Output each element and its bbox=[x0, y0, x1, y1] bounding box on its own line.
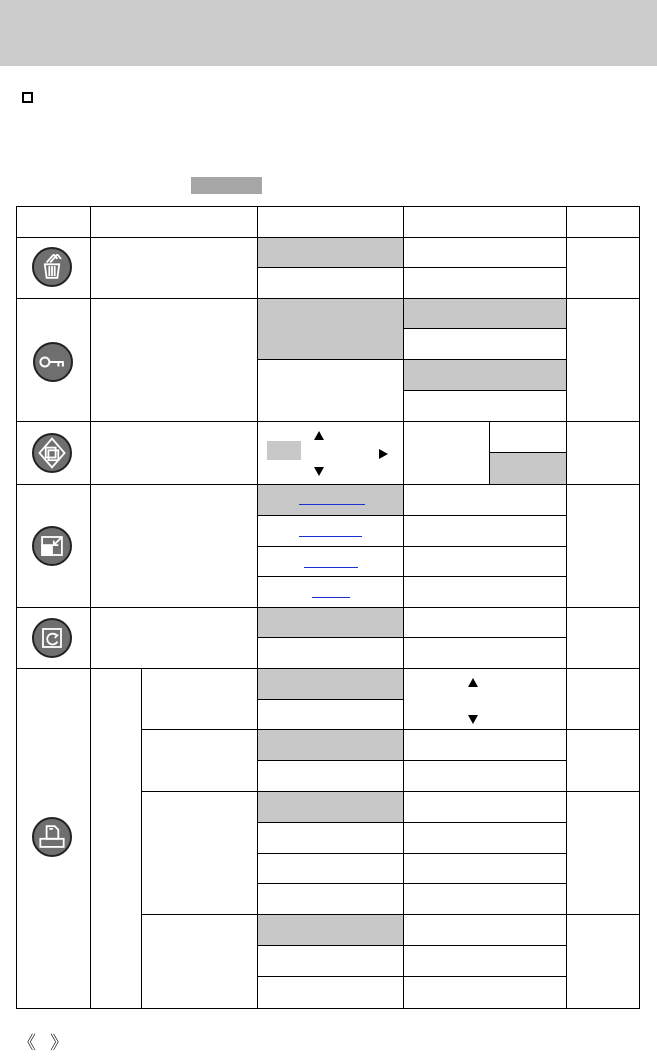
table-header-cell bbox=[566, 206, 640, 238]
page-ref-cell bbox=[566, 729, 640, 792]
icon-cell bbox=[16, 607, 91, 669]
page-header-band bbox=[0, 0, 657, 66]
sub-option-cell-selected[interactable] bbox=[489, 452, 567, 485]
sub-option-cell bbox=[403, 607, 567, 638]
option-cell-selected[interactable] bbox=[257, 607, 404, 638]
icon-cell bbox=[16, 668, 91, 1009]
resize-icon bbox=[32, 526, 72, 566]
sub-option-cell[interactable] bbox=[403, 390, 567, 422]
icon-cell bbox=[16, 298, 91, 422]
table-header-cell bbox=[403, 206, 567, 238]
page-ref-cell bbox=[566, 484, 640, 608]
page-ref-cell bbox=[566, 668, 640, 730]
sub-option-cell bbox=[403, 267, 567, 299]
option-cell-selected[interactable] bbox=[257, 298, 404, 360]
sub-option-cell bbox=[403, 853, 567, 884]
sub-option-cell bbox=[403, 546, 567, 577]
delete-all-icon bbox=[32, 247, 72, 287]
print-dpof-icon bbox=[32, 817, 72, 857]
option-cell-selected[interactable] bbox=[257, 791, 404, 823]
link-underline bbox=[299, 504, 365, 505]
page-ref-cell bbox=[566, 607, 640, 669]
menu-name-cell bbox=[90, 237, 258, 299]
sub-option-cell-selected[interactable] bbox=[403, 359, 567, 391]
navigation-cell[interactable] bbox=[257, 421, 404, 485]
option-cell[interactable] bbox=[257, 515, 404, 547]
sub-option-cell bbox=[403, 791, 567, 823]
sub-option-cell bbox=[403, 976, 567, 1009]
sub-option-cell[interactable] bbox=[489, 421, 567, 453]
menu-name-cell bbox=[90, 421, 258, 485]
icon-cell bbox=[16, 421, 91, 485]
submenu-cell bbox=[141, 729, 258, 792]
option-cell[interactable] bbox=[257, 359, 404, 422]
option-cell-selected[interactable] bbox=[257, 668, 404, 700]
link-underline bbox=[304, 567, 358, 568]
page-ref-cell bbox=[566, 421, 640, 485]
option-cell-selected[interactable] bbox=[257, 914, 404, 946]
sub-option-cell bbox=[403, 883, 567, 915]
sub-option-cell bbox=[403, 945, 567, 977]
protect-key-icon bbox=[33, 342, 73, 382]
sub-option-cell bbox=[403, 822, 567, 854]
sub-option-cell[interactable] bbox=[403, 328, 567, 360]
menu-name-cell bbox=[90, 607, 258, 669]
sub-option-cell bbox=[403, 914, 567, 946]
sub-option-cell bbox=[403, 515, 567, 547]
option-cell-selected[interactable] bbox=[257, 484, 404, 516]
submenu-cell bbox=[141, 914, 258, 1009]
down-arrow-icon bbox=[468, 715, 478, 724]
page-ref-cell bbox=[566, 914, 640, 1009]
submenu-cell bbox=[141, 668, 258, 730]
page-ref-cell bbox=[566, 298, 640, 422]
option-cell[interactable] bbox=[257, 853, 404, 884]
page-ref-cell bbox=[566, 791, 640, 915]
quantity-cell[interactable] bbox=[403, 668, 567, 730]
icon-cell bbox=[16, 237, 91, 299]
option-cell[interactable] bbox=[257, 576, 404, 608]
right-arrow-icon bbox=[379, 449, 388, 459]
option-cell[interactable] bbox=[257, 976, 404, 1009]
link-underline bbox=[312, 597, 350, 598]
up-arrow-icon bbox=[314, 431, 324, 440]
option-cell[interactable] bbox=[257, 546, 404, 577]
up-arrow-icon bbox=[468, 678, 478, 687]
option-cell[interactable] bbox=[257, 883, 404, 915]
table-header-cell bbox=[90, 206, 258, 238]
section-bullet bbox=[22, 92, 33, 103]
icon-cell bbox=[16, 484, 91, 608]
option-cell[interactable] bbox=[257, 699, 404, 730]
sub-option-cell bbox=[403, 729, 567, 761]
sub-option-cell-selected[interactable] bbox=[403, 298, 567, 329]
prev-page-icon[interactable]: 《 bbox=[18, 1033, 36, 1053]
next-page-icon[interactable]: 》 bbox=[50, 1033, 68, 1053]
highlight-swatch bbox=[191, 177, 262, 194]
sub-option-cell bbox=[403, 237, 567, 268]
menu-name-cell bbox=[90, 484, 258, 608]
option-cell[interactable] bbox=[257, 822, 404, 854]
table-header-cell bbox=[16, 206, 91, 238]
sub-option-cell bbox=[403, 576, 567, 608]
sub-option-cell bbox=[403, 421, 490, 485]
rotate-icon bbox=[32, 618, 72, 658]
option-cell[interactable] bbox=[257, 945, 404, 977]
option-cell[interactable] bbox=[257, 267, 404, 299]
option-cell-selected[interactable] bbox=[257, 237, 404, 268]
menu-name-cell bbox=[90, 298, 258, 422]
sub-option-cell bbox=[403, 760, 567, 792]
selection-block bbox=[267, 441, 301, 460]
page-ref-cell bbox=[566, 237, 640, 299]
table-header-cell bbox=[257, 206, 404, 238]
option-cell[interactable] bbox=[257, 637, 404, 669]
sub-option-cell bbox=[403, 637, 567, 669]
option-cell[interactable] bbox=[257, 760, 404, 792]
rotate-arrows-icon bbox=[32, 433, 72, 473]
link-underline bbox=[299, 536, 362, 537]
option-cell-selected[interactable] bbox=[257, 729, 404, 761]
submenu-cell bbox=[141, 791, 258, 915]
menu-name-cell bbox=[90, 668, 142, 1009]
down-arrow-icon bbox=[314, 467, 324, 476]
sub-option-cell bbox=[403, 484, 567, 516]
